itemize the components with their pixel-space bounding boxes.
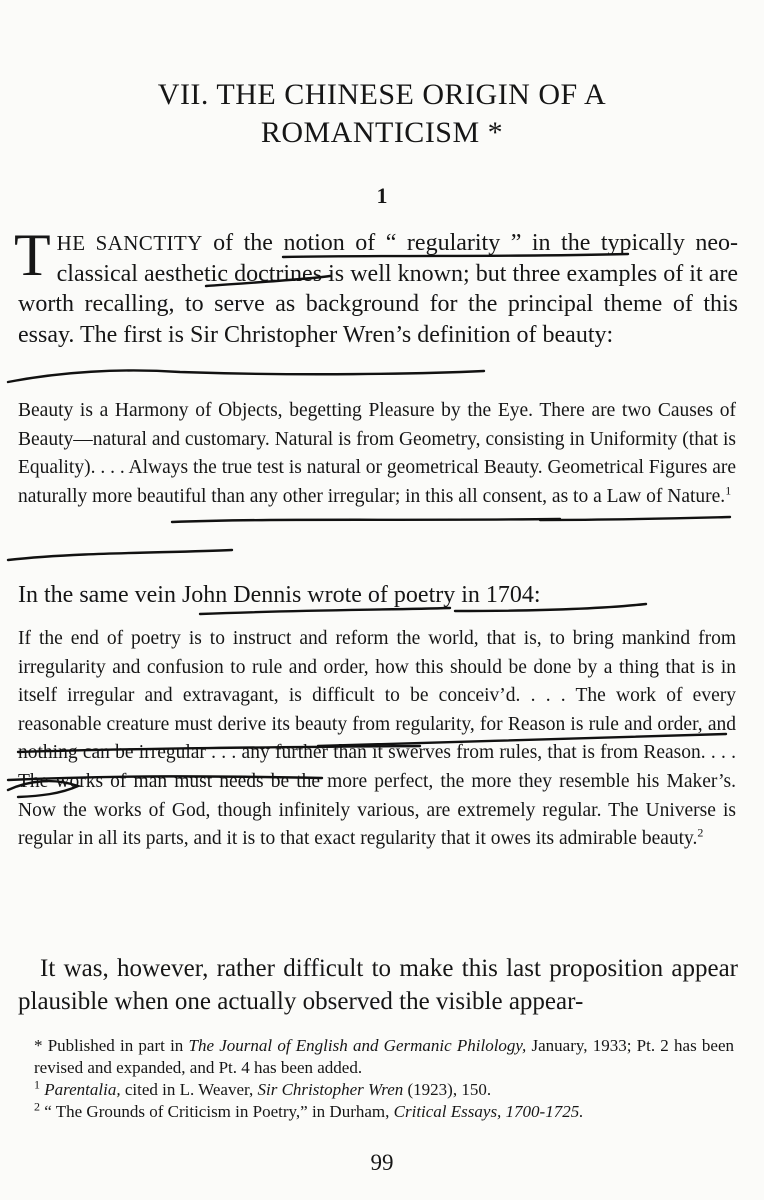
footnote-1 [18,1079,734,1101]
footnote-1-mark: 1 [34,1077,40,1092]
page-number: 99 [370,1150,394,1175]
footnote-1-text-a: cited in L. Weaver, [120,1080,258,1099]
underline-christopher-wren [8,370,484,382]
footnote-star-journal: The Journal of English and Germanic Philology, [188,1036,527,1055]
footnotes [18,1035,734,1123]
footnote-star-text-a: Published in part in [42,1036,189,1055]
footnote-2-mark: 2 [34,1099,40,1114]
dennis-intro-paragraph: In the same vein John Dennis wrote of poetry in 1704: [18,582,541,608]
drop-cap: T [14,222,51,288]
underline-law-of-nature [8,550,232,560]
footnote-2-text: “ The Grounds of Criticism in Poetry,” in Durham, [44,1102,394,1121]
underline-beautiful-than-irregular [172,519,560,522]
continuation-paragraph: It was, however, rather difficult to make this last proposition appear plausible when one actually observed the visible appear- [18,955,738,1015]
chapter-title-line-2: ROMANTICISM * [260,116,504,149]
opening-text: of the notion of “ regularity ” in the typically neo-classical aesthetic doctrines is well known; but three examples of it are worth recalling, to serve as background for the principal theme of this essay. The first is Sir Christopher Wren’s definition of beauty: [18,230,738,348]
footnote-ref-1: 1 [725,483,732,498]
footnote-star-mark: * [34,1036,43,1055]
chapter-title-line-1: VII. THE CHINESE ORIGIN OF A [157,78,607,111]
footnote-star [18,1035,734,1079]
underline-in-this-all-consent [540,517,730,520]
footnote-1-text-b: (1923), 150. [403,1080,492,1099]
footnote-1-book: Sir Christopher Wren [257,1080,404,1099]
dennis-quotation-text: If the end of poetry is to instruct and reform the world, that is, to bring mankind from irregularity and confusion to rule and order, how this should be done by a thing that is in itself irregular and extravagant, is difficult to be conceiv’d. . . . The work of every reasonable creature must derive its beauty from regularity, for Reason is rule and order, and nothing can be irregular . . . any further than it swerves from rules, that is from Reason. . . . The works of man must needs be the more perfect, the more they resemble his Maker’s. Now the works of God, though infinitely various, are extremely regular. The Universe is regular in all its parts, and it is to that exact regularity that it owes its admirable beauty. [18,628,736,850]
footnote-ref-2: 2 [697,825,704,840]
footnote-1-source: Parentalia, [44,1080,121,1099]
footnote-2 [18,1101,734,1123]
wren-quotation-text: Beauty is a Harmony of Objects, begetting Pleasure by the Eye. There are two Causes of Beauty—natural and customary. Natural is from Geometry, consisting in Uniformity (that is Equality). . . . Always the true test is natural or geometrical Beauty. Geometrical Figures are naturally more beautiful than any other irregular; in this all consent, as to a Law of Nature. [18,400,736,507]
section-number: 1 [376,183,388,208]
opening-smallcaps: HE SANCTITY [56,231,203,255]
dennis-quotation [18,625,736,854]
footnote-2-book: Critical Essays, 1700-1725. [393,1102,584,1121]
wren-quotation [18,397,736,511]
footnote-star-text-b: January, 1933; Pt. 2 has been revised and expanded, and Pt. 4 has been added. [34,1036,734,1077]
opening-paragraph [14,222,738,350]
